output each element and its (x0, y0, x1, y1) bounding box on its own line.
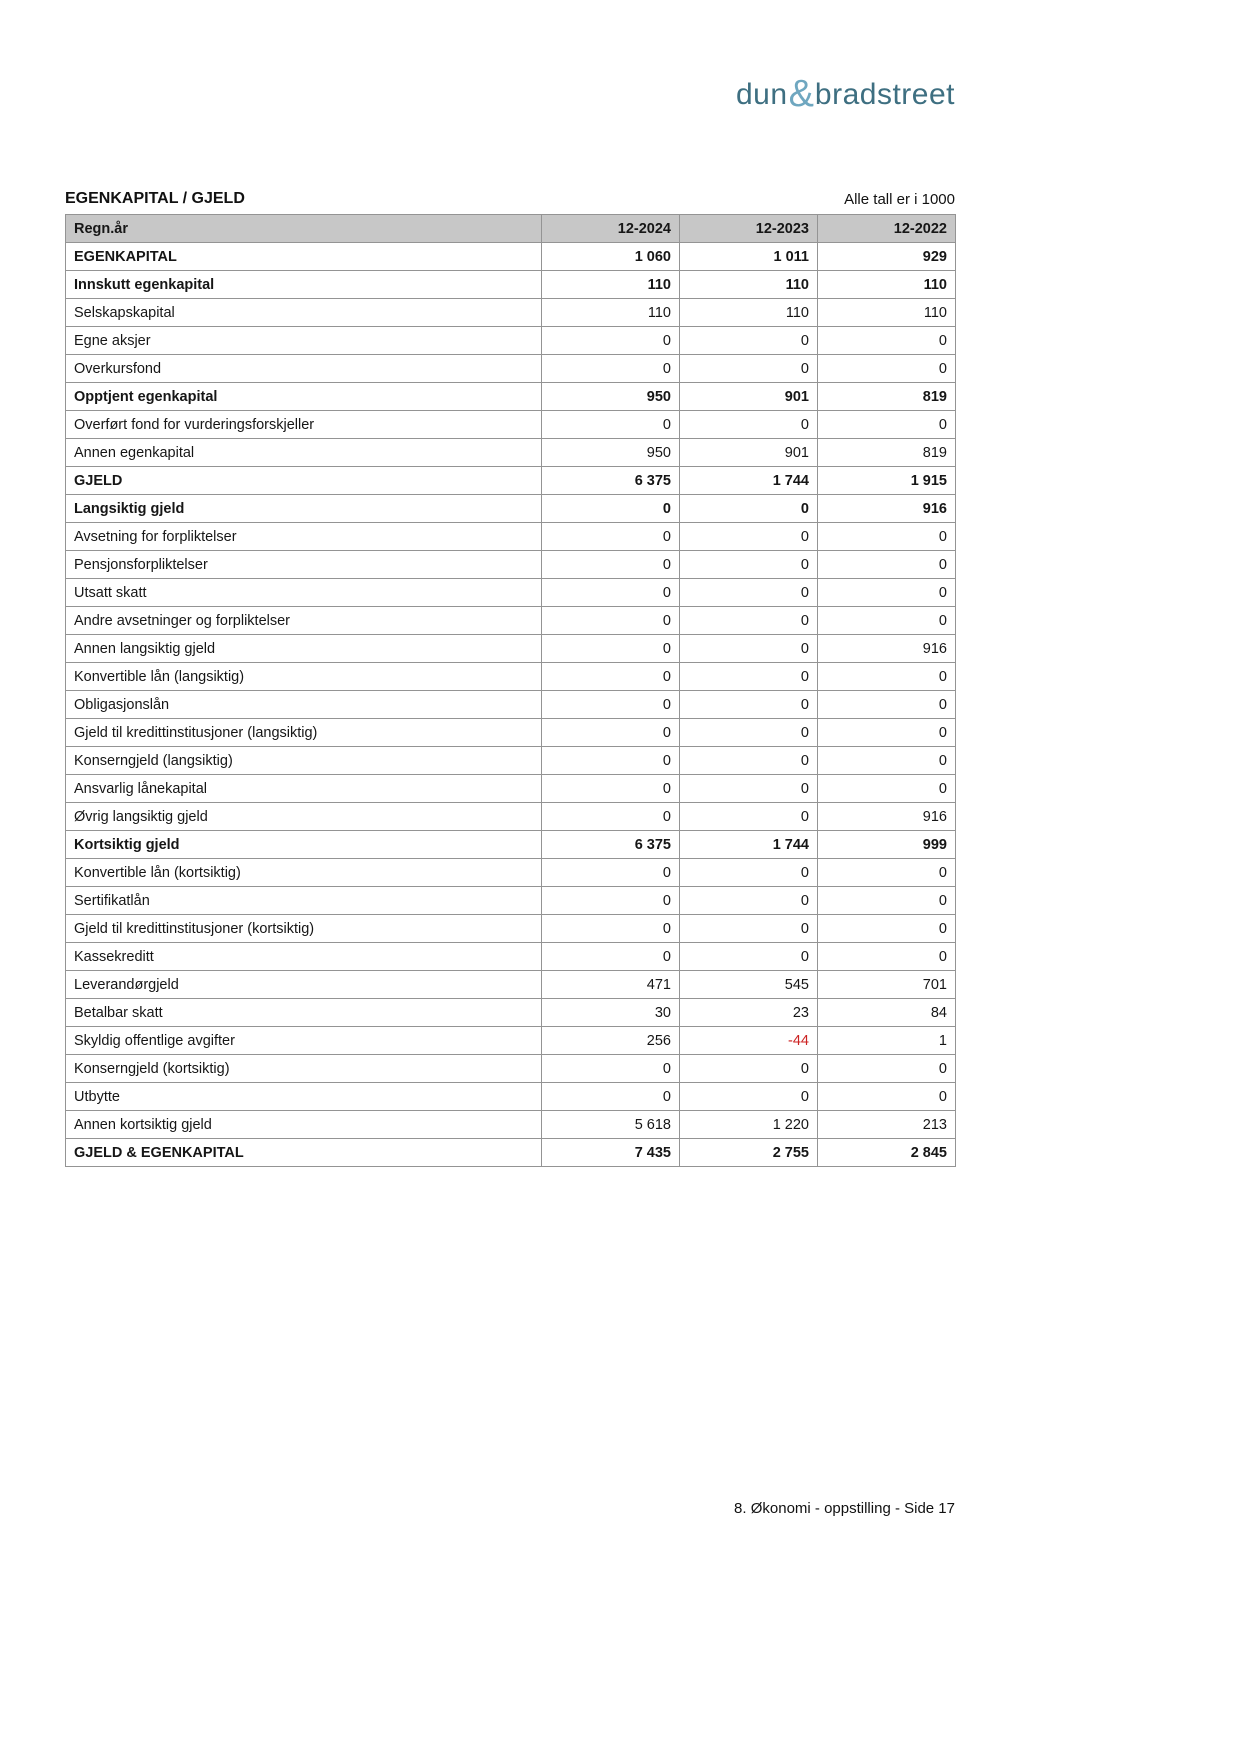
row-value: 30 (542, 999, 680, 1027)
row-value: 110 (680, 299, 818, 327)
balance-table (65, 214, 956, 1167)
row-label: Utsatt skatt (66, 579, 542, 607)
row-value: 0 (680, 691, 818, 719)
row-value: 0 (680, 719, 818, 747)
row-label: Ansvarlig lånekapital (66, 775, 542, 803)
row-label: EGENKAPITAL (66, 243, 542, 271)
row-value: 0 (818, 691, 956, 719)
unit-note: Alle tall er i 1000 (844, 191, 955, 208)
row-value: 0 (542, 551, 680, 579)
row-value: 110 (542, 271, 680, 299)
row-value: -44 (680, 1027, 818, 1055)
logo-text-bradstreet: bradstreet (814, 78, 955, 111)
row-label: Utbytte (66, 1083, 542, 1111)
row-value: 1 744 (680, 467, 818, 495)
row-value: 0 (818, 411, 956, 439)
table-row (66, 859, 956, 887)
row-value: 999 (818, 831, 956, 859)
row-value: 6 375 (542, 467, 680, 495)
row-value: 701 (818, 971, 956, 999)
table-row (66, 635, 956, 663)
row-value: 0 (680, 775, 818, 803)
row-value: 110 (542, 299, 680, 327)
table-row (66, 719, 956, 747)
row-value: 0 (818, 747, 956, 775)
row-value: 0 (542, 327, 680, 355)
row-value: 0 (542, 719, 680, 747)
row-value: 0 (680, 495, 818, 523)
table-row (66, 523, 956, 551)
table-row (66, 943, 956, 971)
row-value: 213 (818, 1111, 956, 1139)
row-value: 0 (542, 355, 680, 383)
table-row (66, 915, 956, 943)
row-value: 916 (818, 635, 956, 663)
row-value: 0 (680, 327, 818, 355)
row-value: 0 (542, 579, 680, 607)
row-value: 1 011 (680, 243, 818, 271)
row-value: 0 (680, 859, 818, 887)
row-value: 0 (818, 327, 956, 355)
row-value: 110 (818, 271, 956, 299)
row-label: Opptjent egenkapital (66, 383, 542, 411)
row-value: 1 744 (680, 831, 818, 859)
table-row (66, 271, 956, 299)
table-row (66, 1083, 956, 1111)
table-row (66, 747, 956, 775)
row-value: 0 (818, 859, 956, 887)
section-header (65, 190, 955, 214)
row-label: GJELD (66, 467, 542, 495)
table-row (66, 607, 956, 635)
row-label: Konvertible lån (langsiktig) (66, 663, 542, 691)
row-value: 5 618 (542, 1111, 680, 1139)
row-value: 0 (542, 663, 680, 691)
table-row (66, 1111, 956, 1139)
row-value: 0 (818, 551, 956, 579)
table-row (66, 831, 956, 859)
row-value: 0 (680, 523, 818, 551)
row-value: 0 (542, 607, 680, 635)
table-row (66, 1055, 956, 1083)
row-value: 23 (680, 999, 818, 1027)
table-row (66, 355, 956, 383)
row-label: Egne aksjer (66, 327, 542, 355)
row-value: 916 (818, 803, 956, 831)
row-value: 819 (818, 383, 956, 411)
row-value: 256 (542, 1027, 680, 1055)
row-value: 0 (680, 411, 818, 439)
row-value: 0 (542, 495, 680, 523)
logo-ampersand-icon: & (788, 73, 814, 115)
row-value: 0 (680, 887, 818, 915)
table-row (66, 775, 956, 803)
row-value: 0 (542, 943, 680, 971)
column-header-2023: 12-2023 (680, 215, 818, 243)
row-value: 471 (542, 971, 680, 999)
row-value: 0 (542, 635, 680, 663)
row-value: 6 375 (542, 831, 680, 859)
row-label: GJELD & EGENKAPITAL (66, 1139, 542, 1167)
row-value: 2 845 (818, 1139, 956, 1167)
row-label: Avsetning for forpliktelser (66, 523, 542, 551)
row-label: Annen kortsiktig gjeld (66, 1111, 542, 1139)
page-content (65, 0, 955, 1167)
row-label: Konserngjeld (kortsiktig) (66, 1055, 542, 1083)
row-value: 0 (818, 943, 956, 971)
row-value: 0 (542, 915, 680, 943)
row-value: 0 (542, 887, 680, 915)
row-label: Betalbar skatt (66, 999, 542, 1027)
row-value: 0 (542, 691, 680, 719)
table-row (66, 971, 956, 999)
row-label: Andre avsetninger og forpliktelser (66, 607, 542, 635)
column-header-year: Regn.år (66, 215, 542, 243)
row-value: 0 (542, 1055, 680, 1083)
row-label: Leverandørgjeld (66, 971, 542, 999)
row-label: Kortsiktig gjeld (66, 831, 542, 859)
table-row (66, 663, 956, 691)
row-value: 1 915 (818, 467, 956, 495)
table-row (66, 439, 956, 467)
row-value: 7 435 (542, 1139, 680, 1167)
row-value: 0 (680, 1083, 818, 1111)
page-title: EGENKAPITAL / GJELD (65, 190, 245, 207)
row-value: 916 (818, 495, 956, 523)
row-value: 0 (542, 859, 680, 887)
row-label: Innskutt egenkapital (66, 271, 542, 299)
dun-bradstreet-logo (736, 70, 955, 122)
row-value: 0 (680, 803, 818, 831)
row-label: Pensjonsforpliktelser (66, 551, 542, 579)
table-header-row (66, 215, 956, 243)
row-label: Obligasjonslån (66, 691, 542, 719)
row-value: 0 (818, 775, 956, 803)
row-value: 110 (818, 299, 956, 327)
row-value: 0 (818, 663, 956, 691)
page-footer: 8. Økonomi - oppstilling - Side 17 (734, 1500, 955, 1517)
row-value: 0 (680, 1055, 818, 1083)
row-value: 84 (818, 999, 956, 1027)
row-label: Overført fond for vurderingsforskjeller (66, 411, 542, 439)
row-value: 0 (542, 411, 680, 439)
table-row (66, 579, 956, 607)
table-row (66, 495, 956, 523)
table-row (66, 803, 956, 831)
row-value: 0 (680, 663, 818, 691)
row-label: Gjeld til kredittinstitusjoner (kortsiktig) (66, 915, 542, 943)
row-value: 819 (818, 439, 956, 467)
row-value: 1 220 (680, 1111, 818, 1139)
row-value: 0 (818, 523, 956, 551)
row-value: 0 (818, 607, 956, 635)
row-value: 0 (818, 887, 956, 915)
row-label: Kassekreditt (66, 943, 542, 971)
table-row (66, 299, 956, 327)
row-value: 0 (818, 355, 956, 383)
row-label: Selskapskapital (66, 299, 542, 327)
logo-row (65, 70, 955, 114)
row-label: Annen langsiktig gjeld (66, 635, 542, 663)
table-row (66, 411, 956, 439)
row-value: 1 060 (542, 243, 680, 271)
row-value: 0 (818, 915, 956, 943)
row-value: 0 (680, 551, 818, 579)
row-value: 0 (542, 775, 680, 803)
row-value: 901 (680, 439, 818, 467)
logo-text-dun: dun (736, 78, 788, 111)
row-label: Overkursfond (66, 355, 542, 383)
table-row (66, 887, 956, 915)
row-value: 0 (542, 803, 680, 831)
row-label: Øvrig langsiktig gjeld (66, 803, 542, 831)
row-value: 1 (818, 1027, 956, 1055)
row-value: 929 (818, 243, 956, 271)
column-header-2024: 12-2024 (542, 215, 680, 243)
column-header-2022: 12-2022 (818, 215, 956, 243)
row-label: Gjeld til kredittinstitusjoner (langsiktig) (66, 719, 542, 747)
row-value: 0 (542, 747, 680, 775)
row-value: 0 (542, 1083, 680, 1111)
row-label: Annen egenkapital (66, 439, 542, 467)
row-value: 0 (680, 915, 818, 943)
row-label: Sertifikatlån (66, 887, 542, 915)
row-label: Konvertible lån (kortsiktig) (66, 859, 542, 887)
table-body (66, 243, 956, 1167)
row-value: 0 (680, 579, 818, 607)
row-value: 0 (680, 355, 818, 383)
table-row (66, 691, 956, 719)
row-value: 0 (818, 1083, 956, 1111)
row-value: 0 (818, 1055, 956, 1083)
row-label: Langsiktig gjeld (66, 495, 542, 523)
table-row (66, 243, 956, 271)
row-value: 0 (818, 579, 956, 607)
table-row (66, 999, 956, 1027)
table-row (66, 467, 956, 495)
table-row (66, 327, 956, 355)
table-row (66, 383, 956, 411)
row-value: 0 (680, 607, 818, 635)
row-label: Skyldig offentlige avgifter (66, 1027, 542, 1055)
row-value: 901 (680, 383, 818, 411)
table-row (66, 1139, 956, 1167)
row-value: 110 (680, 271, 818, 299)
row-value: 0 (680, 943, 818, 971)
row-value: 0 (542, 523, 680, 551)
row-value: 0 (680, 747, 818, 775)
row-value: 2 755 (680, 1139, 818, 1167)
row-value: 0 (818, 719, 956, 747)
row-value: 0 (680, 635, 818, 663)
row-label: Konserngjeld (langsiktig) (66, 747, 542, 775)
row-value: 950 (542, 439, 680, 467)
row-value: 950 (542, 383, 680, 411)
row-value: 545 (680, 971, 818, 999)
table-row (66, 1027, 956, 1055)
table-row (66, 551, 956, 579)
